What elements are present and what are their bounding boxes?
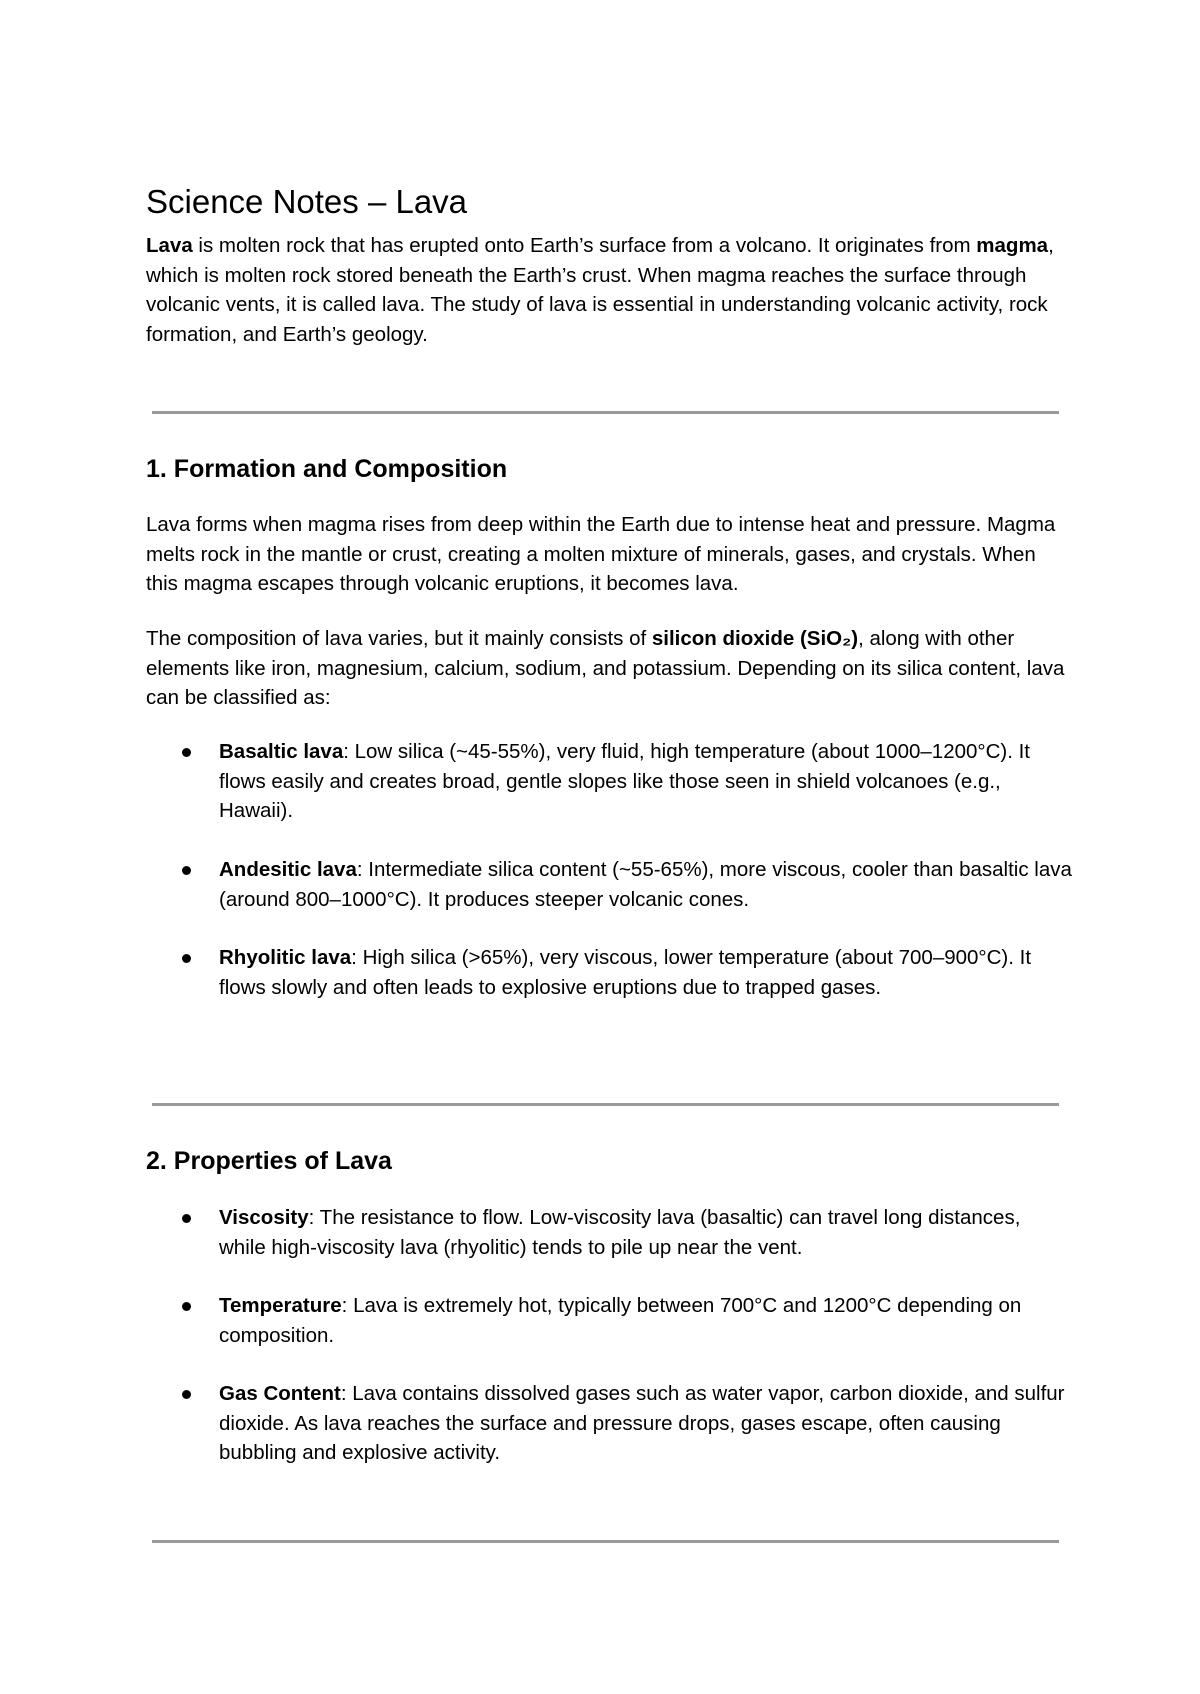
bullet-icon (182, 748, 191, 757)
intro-term-magma: magma (976, 234, 1049, 257)
page-title: Science Notes – Lava (146, 183, 468, 220)
list-item-text (219, 737, 1072, 826)
intro-term-lava: Lava (146, 234, 193, 257)
list-item-text (219, 943, 1072, 1002)
list-item-term: Andesitic lava (219, 858, 357, 881)
list-item-term: Gas Content (219, 1382, 341, 1405)
bullet-icon (182, 1390, 191, 1399)
composition-term-silica: silicon dioxide (SiO₂) (651, 627, 859, 650)
section-heading-properties: 2. Properties of Lava (146, 1147, 392, 1175)
divider-2 (152, 1103, 1059, 1106)
list-item-text (219, 1291, 1072, 1350)
divider-1 (152, 411, 1059, 414)
list-item-text (219, 1379, 1072, 1468)
intro-text-2: , which is molten rock stored beneath the Earth’s crust. When magma reaches the surface through volcanic vents, it is called lava. The study of lava is essential in understanding volcanic activity, rock formation, and Earth’s geology. (146, 234, 1054, 346)
intro-text-1: is molten rock that has erupted onto Earth’s surface from a volcano. It originates from (192, 234, 977, 257)
list-item-description: : Intermediate silica content (~55-65%), more viscous, cooler than basaltic lava (around 800–1000°C). It produces steeper volcanic cones. (219, 858, 1072, 911)
divider-3 (152, 1540, 1059, 1543)
bullet-icon (182, 866, 191, 875)
list-item-term: Temperature (219, 1294, 342, 1317)
list-item-description: : Lava contains dissolved gases such as water vapor, carbon dioxide, and sulfur dioxide. As lava reaches the surface and pressure drops, gases escape, often causing bubbling and explosive activity. (219, 1382, 1065, 1464)
list-item-term: Rhyolitic lava (219, 946, 352, 969)
bullet-icon (182, 1302, 191, 1311)
composition-paragraph (146, 624, 1066, 713)
list-item-description: : High silica (>65%), very viscous, lower temperature (about 700–900°C). It flows slowly and often leads to explosive eruptions due to trapped gases. (219, 946, 1032, 999)
list-item-term: Basaltic lava (219, 740, 344, 763)
bullet-icon (182, 954, 191, 963)
formation-paragraph: Lava forms when magma rises from deep within the Earth due to intense heat and pressure. Magma melts rock in the mantle or crust, creating a molten mixture of minerals, gases, and crystals. When this magma escapes through volcanic eruptions, it becomes lava. (146, 513, 1056, 595)
list-item-description: : Lava is extremely hot, typically between 700°C and 1200°C depending on composition. (219, 1294, 1022, 1347)
composition-text-before: The composition of lava varies, but it mainly consists of (146, 627, 652, 650)
list-item-text (219, 855, 1072, 914)
list-item-term: Viscosity (219, 1206, 309, 1229)
section-heading-formation: 1. Formation and Composition (146, 455, 508, 483)
list-item-description: : Low silica (~45-55%), very fluid, high temperature (about 1000–1200°C). It flows easily and creates broad, gentle slopes like those seen in shield volcanoes (e.g., Hawaii). (219, 740, 1031, 822)
list-item-description: : The resistance to flow. Low-viscosity lava (basaltic) can travel long distances, while high-viscosity lava (rhyolitic) tends to pile up near the vent. (219, 1206, 1021, 1259)
composition-text-after: , along with other elements like iron, magnesium, calcium, sodium, and potassium. Depending on its silica content, lava can be classified as: (146, 627, 1065, 709)
bullet-icon (182, 1214, 191, 1223)
list-item-text (219, 1203, 1072, 1262)
intro-paragraph (146, 231, 1066, 349)
